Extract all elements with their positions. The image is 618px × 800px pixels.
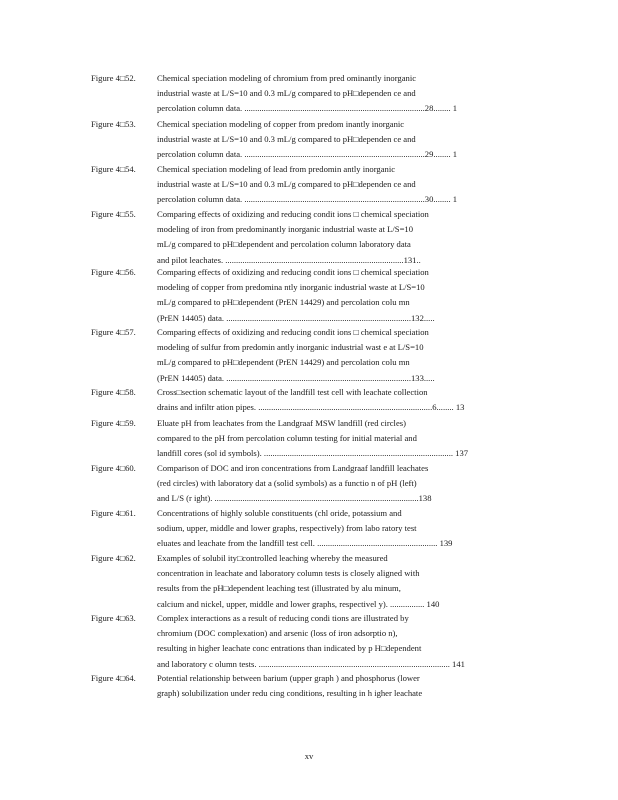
entry-caption-line: results from the pH□dependent leaching test (illustrated by alu minum, bbox=[157, 583, 401, 594]
entry-caption-line: industrial waste at L/S=10 and 0.3 mL/g compared to pH□dependen ce and bbox=[157, 134, 416, 145]
entry-caption-line: Comparing effects of oxidizing and reducing condit ions □ chemical speciation bbox=[157, 327, 429, 337]
entry-caption-line: Comparing effects of oxidizing and reducing condit ions □ chemical speciation bbox=[157, 209, 429, 219]
list-of-figures-entry bbox=[91, 671, 566, 701]
entry-caption-line: (red circles) with laboratory dat a (solid symbols) as a functio n of pH (left) bbox=[157, 478, 417, 489]
entry-caption-line: sodium, upper, middle and lower graphs, respectively) from labo ratory test bbox=[157, 523, 417, 534]
entry-caption-line: and laboratory c olumn tests. ......................................................................................... 141 bbox=[157, 658, 465, 669]
list-of-figures-entry bbox=[91, 506, 566, 552]
entry-caption-line: percolation column data. ....................................................................................29........ 1 bbox=[157, 149, 458, 160]
list-of-figures-entry bbox=[91, 416, 566, 462]
entry-caption-line: concentration in leachate and laboratory column tests is closely aligned with bbox=[157, 568, 420, 579]
entry-caption-line: Concentrations of highly soluble constituents (chl oride, potassium and bbox=[157, 508, 402, 518]
figure-label: Figure 4□57. bbox=[91, 327, 136, 337]
entry-caption-line: Chemical speciation modeling of copper from predom inantly inorganic bbox=[157, 119, 405, 129]
entry-caption-line: Examples of solubil ity□controlled leaching whereby the measured bbox=[157, 553, 388, 563]
entry-caption-line: mL/g compared to pH□dependent and percolation column laboratory data bbox=[157, 239, 411, 250]
entry-caption-line: (PrEN 14405) data. ......................................................................................132..... bbox=[157, 312, 435, 323]
figure-label: Figure 4□53. bbox=[91, 119, 136, 129]
figure-label: Figure 4□64. bbox=[91, 673, 136, 683]
list-of-figures-entry bbox=[91, 385, 566, 415]
list-of-figures-entry bbox=[91, 117, 566, 163]
figure-label: Figure 4□52. bbox=[91, 73, 136, 83]
entry-caption-line: modeling of copper from predomina ntly inorganic industrial waste at L/S=10 bbox=[157, 282, 425, 293]
list-of-figures-entry bbox=[91, 265, 566, 326]
entry-caption-line: Chemical speciation modeling of lead from predomin antly inorganic bbox=[157, 164, 396, 174]
figure-label: Figure 4□54. bbox=[91, 164, 136, 174]
entry-caption-line: resulting in higher leachate conc entrations than indicated by p H□dependent bbox=[157, 643, 422, 654]
figure-label: Figure 4□55. bbox=[91, 209, 136, 219]
entry-caption-line: modeling of sulfur from predomin antly inorganic industrial wast e at L/S=10 bbox=[157, 342, 424, 353]
entry-caption-line: Cross□section schematic layout of the landfill test cell with leachate collection bbox=[157, 387, 428, 397]
figure-label: Figure 4□60. bbox=[91, 463, 136, 473]
list-of-figures-entry bbox=[91, 162, 566, 208]
entry-caption-line: graph) solubilization under redu cing conditions, resulting in h igher leachate bbox=[157, 688, 423, 699]
list-of-figures-entry bbox=[91, 551, 566, 612]
entry-caption-line: and L/S (r ight). ...............................................................................................138 bbox=[157, 493, 432, 504]
entry-caption-line: eluates and leachate from the landfill test cell. ........................................................ 139 bbox=[157, 538, 453, 549]
entry-caption-line: industrial waste at L/S=10 and 0.3 mL/g compared to pH□dependen ce and bbox=[157, 179, 416, 190]
figure-label: Figure 4□61. bbox=[91, 508, 136, 518]
entry-caption-line: and pilot leachates. ...................................................................................131.. bbox=[157, 254, 421, 265]
entry-caption-line: mL/g compared to pH□dependent (PrEN 14429) and percolation colu mn bbox=[157, 357, 410, 368]
entry-caption-line: Comparing effects of oxidizing and reducing condit ions □ chemical speciation bbox=[157, 267, 429, 277]
list-of-figures-entry bbox=[91, 325, 566, 386]
entry-caption-line: percolation column data. ....................................................................................28........ 1 bbox=[157, 103, 458, 114]
figure-label: Figure 4□59. bbox=[91, 418, 136, 428]
entry-caption-line: chromium (DOC complexation) and arsenic (loss of iron adsorptio n), bbox=[157, 628, 398, 639]
figure-label: Figure 4□62. bbox=[91, 553, 136, 563]
page-number: xv bbox=[304, 751, 314, 761]
list-of-figures-entry bbox=[91, 611, 566, 672]
entry-caption-line: industrial waste at L/S=10 and 0.3 mL/g compared to pH□dependen ce and bbox=[157, 88, 416, 99]
list-of-figures-entry bbox=[91, 461, 566, 507]
entry-caption-line: landfill cores (sol id symbols). ........................................................................................ 137 bbox=[157, 448, 469, 459]
entry-caption-line: compared to the pH from percolation column testing for initial material and bbox=[157, 433, 417, 444]
entry-caption-line: percolation column data. ....................................................................................30........ 1 bbox=[157, 194, 458, 205]
entry-caption-line: Eluate pH from leachates from the Landgraaf MSW landfill (red circles) bbox=[157, 418, 406, 428]
entry-caption-line: Comparison of DOC and iron concentrations from Landgraaf landfill leachates bbox=[157, 463, 429, 473]
list-of-figures-entry bbox=[91, 71, 566, 117]
entry-caption-line: calcium and nickel, upper, middle and lower graphs, respectivel y). ................ 140 bbox=[157, 598, 440, 609]
entry-caption-line: Chemical speciation modeling of chromium from pred ominantly inorganic bbox=[157, 73, 417, 83]
entry-caption-line: modeling of iron from predominantly inorganic industrial waste at L/S=10 bbox=[157, 224, 414, 235]
entry-caption-line: (PrEN 14405) data. ......................................................................................133..... bbox=[157, 372, 435, 383]
figure-label: Figure 4□56. bbox=[91, 267, 136, 277]
list-of-figures-entry bbox=[91, 207, 566, 268]
entry-caption-line: mL/g compared to pH□dependent (PrEN 14429) and percolation colu mn bbox=[157, 297, 410, 308]
figure-label: Figure 4□58. bbox=[91, 387, 136, 397]
entry-caption-line: drains and infiltr ation pipes. .................................................................................6........ 13 bbox=[157, 402, 465, 413]
entry-caption-line: Potential relationship between barium (upper graph ) and phosphorus (lower bbox=[157, 673, 420, 683]
entry-caption-line: Complex interactions as a result of reducing condi tions are illustrated by bbox=[157, 613, 409, 623]
figure-label: Figure 4□63. bbox=[91, 613, 136, 623]
